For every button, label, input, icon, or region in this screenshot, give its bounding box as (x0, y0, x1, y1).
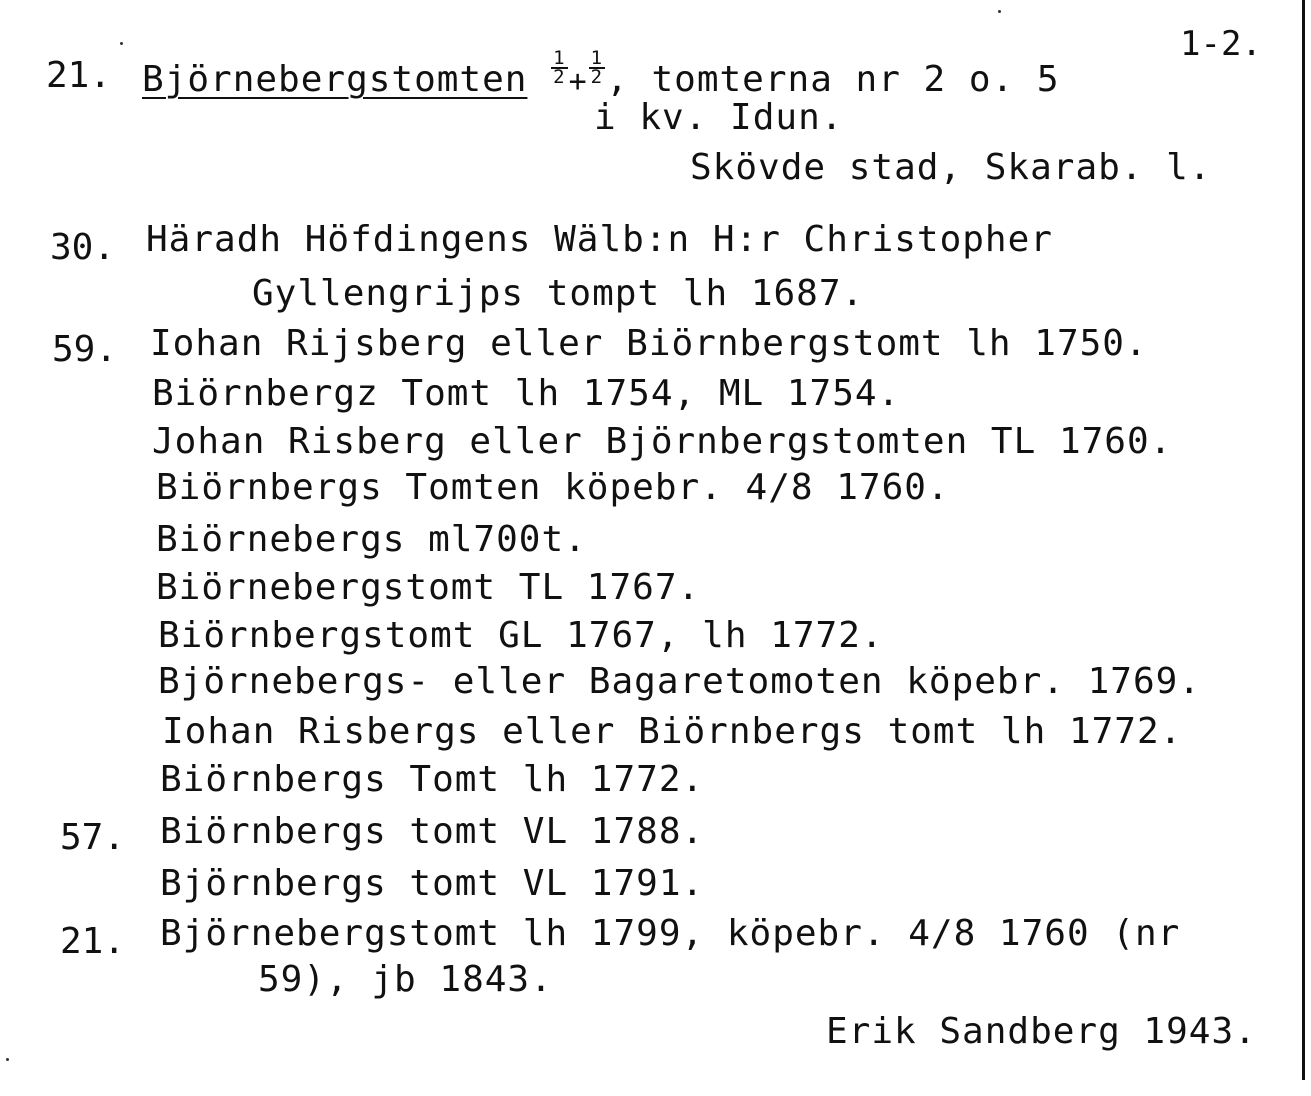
entry-line: Björnebergs- eller Bagaretomoten köpebr. 1769. (158, 661, 1201, 702)
property-name: Björnebergstomten (142, 59, 528, 100)
fraction: $\frac{1}{2}$ (590, 47, 604, 88)
entry-number: 59. (52, 329, 118, 370)
entry-line: i kv. Idun. (594, 97, 844, 138)
entry-number: 30. (50, 227, 116, 268)
entry-number: 21. (46, 55, 112, 96)
entry-number: 57. (60, 817, 126, 858)
entry-line: Häradh Höfdingens Wälb:n H:r Christopher (146, 219, 1053, 260)
entry-number: 21. (60, 921, 126, 962)
entry-line: Gyllengrijps tompt lh 1687. (252, 273, 865, 314)
card-reference: 1-2. (1180, 24, 1262, 64)
entry-line: Biörnebergstomt TL 1767. (156, 567, 701, 608)
card-right-border (1302, 0, 1305, 1080)
fraction: $\frac{1}{2}$ (553, 47, 566, 88)
entry-line: Björnbergs tomt VL 1791. (160, 863, 705, 904)
speck (120, 42, 123, 45)
entry-line: Biörnbergstomt GL 1767, lh 1772. (158, 615, 884, 656)
entry-line: Biörnbergz Tomt lh 1754, ML 1754. (152, 373, 901, 414)
entry-heading: Björnebergstomten $\frac{1}{2}$ + $\frac{1}{2}$ , tomterna nr 2 o. 5 (142, 47, 1060, 100)
entry-line: Biörnbergs tomt VL 1788. (160, 811, 705, 852)
speck (6, 1058, 9, 1061)
entry-line: Skövde stad, Skarab. l. (690, 147, 1212, 188)
signature: Erik Sandberg 1943. (826, 1011, 1257, 1052)
entry-line: Biörnebergs ml700t. (156, 519, 587, 560)
entry-line: Johan Risberg eller Björnbergstomten TL 1760. (152, 421, 1173, 462)
speck (998, 10, 1001, 13)
entry-line: Björnebergstomt lh 1799, köpebr. 4/8 1760 (nr (160, 913, 1181, 954)
entry-line: 59), jb 1843. (258, 959, 553, 1000)
heading-rest: , tomterna nr 2 o. 5 (606, 59, 1060, 100)
entry-line: Iohan Risbergs eller Biörnbergs tomt lh 1772. (162, 711, 1183, 752)
entry-line: Iohan Rijsberg eller Biörnbergstomt lh 1750. (150, 323, 1148, 364)
entry-line: Biörnbergs Tomten köpebr. 4/8 1760. (156, 467, 950, 508)
entry-line: Biörnbergs Tomt lh 1772. (160, 759, 705, 800)
